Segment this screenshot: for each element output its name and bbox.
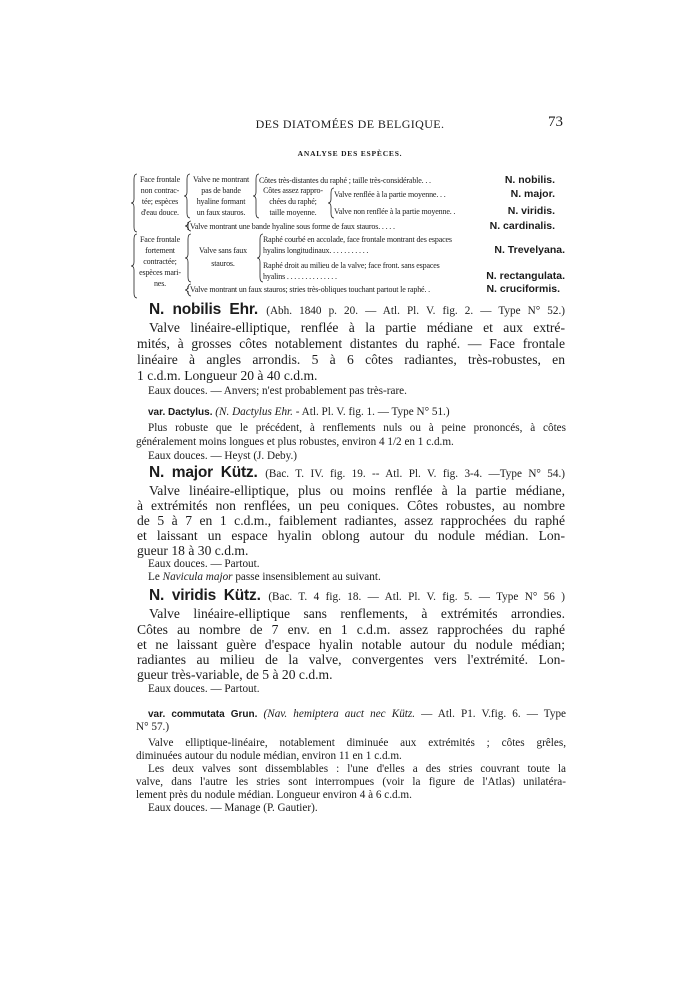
key-row-trevelyana: Raphé courbé en accolade, face frontale montrant des espaces hyalins longitudinaux. . . . . . . . . . . N. Trevelyana. [263, 235, 565, 256]
key-row-viridis: Valve non renflée à la partie moyenne. . N. viridis. [334, 205, 555, 217]
key-row-rectangulata: Raphé droit au milieu de la valve; face front. sans espaces hyalins . . . . . . . . . . . . . . N. rectangulata. [263, 261, 565, 282]
description-line: et laissant un espace hyalin oblong autour du nodule médian. Lon- [137, 528, 565, 543]
habitat: Eaux douces. — Anvers; n'est probablement pas très-rare. [148, 385, 407, 397]
key-close-ribs-group: Côtes assez rappro- chées du raphé; taille moyenne. [263, 186, 323, 217]
key-row-cardinalis: Valve montrant une bande hyaline sous forme de faux stauros. . . . . N. cardinalis. [190, 220, 555, 232]
key-row-major: Valve renflée à la partie moyenne. . . N. major. [334, 188, 555, 200]
description-line: mités, à grosses côtes notablement distantes du raphé. — Face frontale [137, 336, 565, 351]
description-line: Valve linéaire-elliptique, plus ou moins renflée à la partie médiane, [149, 483, 565, 498]
habitat: Eaux douces. — Manage (P. Gautier). [148, 802, 318, 814]
description-line: 1 c.d.m. Longueur 20 à 40 c.d.m. [137, 368, 318, 383]
species-heading: N. nobilis Ehr. (Abh. 1840 p. 20. — Atl. Pl. V. fig. 2. — Type N° 52.) [149, 301, 565, 318]
description-line: Valve elliptique-linéaire, notablement diminuée aux extrémités ; côtes grêles, [148, 737, 566, 749]
page-number: 73 [548, 114, 563, 130]
description-line: Plus robuste que le précédent, à renflements nuls ou à peine prononcés, à côtes [148, 422, 566, 434]
description-line: généralement moins longues et plus robustes, environ 4 1/2 en 1 c.d.m. [136, 436, 454, 448]
species-heading: N. major Kütz. (Bac. T. IV. fig. 19. -- Atl. Pl. V. fig. 3-4. —Type N° 54.) [149, 464, 565, 481]
habitat: Eaux douces. — Partout. [148, 683, 260, 695]
description-line: lement près du nodule médian. Longueur environ 4 à 6 c.d.m. [136, 789, 412, 801]
variety-citation-cont: N° 57.) [136, 721, 170, 733]
key-row-nobilis: Côtes très-distantes du raphé ; taille très-considérable. . . N. nobilis. [259, 174, 555, 186]
key-freshwater-group: Face frontale non contrac- tée; espèces d'eau douce. [139, 175, 181, 217]
note: Le Navicula major passe insensiblement au suivant. [148, 571, 381, 583]
variety-heading: var. commutata Grun. (Nav. hemiptera auct nec Kütz. — Atl. P1. V.fig. 6. — Type [148, 708, 566, 720]
key-species-major: N. major. [510, 188, 555, 200]
description-line: et ne laissant guère d'espace hyalin notable autour du nodule médian; [137, 637, 565, 652]
key-species-nobilis: N. nobilis. [504, 174, 555, 186]
key-no-band-group: Valve ne montrant pas de bande hyaline formant un faux stauros. [192, 175, 250, 217]
key-species-trevelyana: N. Trevelyana. [494, 244, 565, 256]
running-title: DES DIATOMÉES DE BELGIQUE. [255, 117, 445, 131]
key-species-viridis: N. viridis. [507, 205, 555, 217]
species-heading: N. viridis Kütz. (Bac. T. 4 fig. 18. — Atl. Pl. V. fig. 5. — Type N° 56 ) [149, 587, 566, 604]
description-line: Les deux valves sont dissemblables : l'une d'elles a des stries couvrant toute la [148, 763, 566, 775]
key-species-cruciformis: N. cruciformis. [486, 283, 560, 295]
description-line: gueur très-variable, de 5 à 20 c.d.m. [137, 667, 333, 682]
key-species-cardinalis: N. cardinalis. [489, 220, 555, 232]
key-marine-group: Face frontale fortement contractée; espèces mari- nes. [139, 235, 181, 288]
section-title: ANALYSE DES ESPÈCES. [297, 149, 403, 158]
description-line: valve, dans l'autre les stries sont interrompues (voir la figure de l'Atlas) unilatéra- [136, 776, 566, 788]
description-line: radiantes au milieu de la valve, convergentes vers l'extrémité. Lon- [137, 652, 565, 667]
description-line: diminuées autour du nodule médian, environ 11 en 1 c.d.m. [136, 750, 402, 762]
key-row-cruciformis: Valve montrant un faux stauros; stries très-obliques touchant partout le raphé. . N. cruciformis. [190, 283, 560, 295]
description-line: linéaire à angles arrondis. 5 à 6 côtes radiantes, très-robustes, en [137, 352, 565, 367]
description-line: Côtes au nombre de 7 env. en 1 c.d.m. assez rapprochées du raphé [137, 622, 565, 637]
description-line: Valve linéaire-elliptique sans renflements, à extrémités arrondies. [149, 606, 565, 621]
description-line: gueur 18 à 30 c.d.m. [137, 543, 249, 558]
description-line: Valve linéaire-elliptique, renflée à la partie médiane et aux extré- [149, 320, 565, 335]
habitat: Eaux douces. — Partout. [148, 558, 260, 570]
key-no-stauros-group: Valve sans faux stauros. [199, 246, 247, 268]
description-line: à extrémités non renflées, un peu coniques. Côtes robustes, au nombre [137, 498, 565, 513]
key-species-rectangulata: N. rectangulata. [486, 270, 565, 282]
description-line: de 5 à 7 en 1 c.d.m., faiblement radiantes, assez rapprochées du raphé [137, 513, 565, 528]
habitat: Eaux douces. — Heyst (J. Deby.) [148, 450, 298, 462]
variety-heading: var. Dactylus. (N. Dactylus Ehr. - Atl. Pl. V. fig. 1. — Type N° 51.) [148, 406, 450, 418]
